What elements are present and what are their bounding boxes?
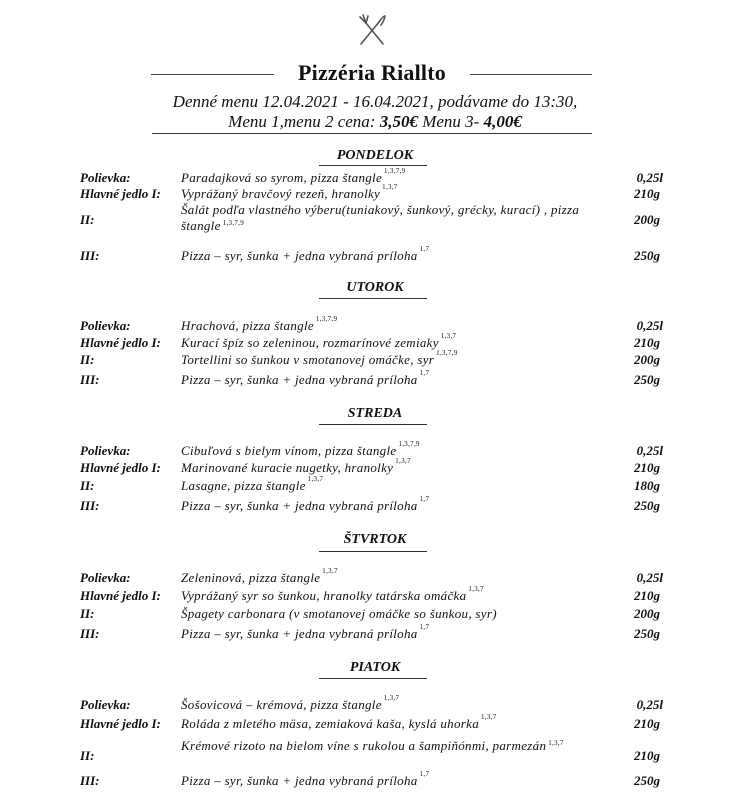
title-divider-left bbox=[151, 74, 274, 75]
item-label: III: bbox=[80, 626, 100, 641]
allergens: 1,7 bbox=[419, 369, 430, 377]
allergens: 1,3,7 bbox=[383, 694, 400, 702]
allergens: 1,3,7 bbox=[440, 332, 457, 340]
item-dish bbox=[181, 585, 484, 604]
allergens: 1,3,7 bbox=[382, 183, 398, 191]
item-amount: 0,25l bbox=[636, 443, 663, 458]
item-dish bbox=[181, 495, 430, 514]
allergens: 1,3,7 bbox=[481, 713, 497, 721]
item-amount: 250g bbox=[634, 498, 660, 513]
allergens: 1,3,7 bbox=[468, 585, 484, 593]
dish-text: Roláda z mletého mäsa, zemiaková kaša, kyslá uhorka bbox=[181, 716, 479, 731]
allergens: 1,3,7 bbox=[395, 457, 411, 465]
dish-text: Paradajková so syrom, pizza štangle bbox=[181, 170, 383, 185]
item-dish bbox=[181, 202, 581, 234]
day-heading: STREDA bbox=[347, 406, 403, 421]
item-amount: 210g bbox=[634, 186, 660, 201]
price-menu-1-2: 3,50€ bbox=[379, 112, 418, 131]
price-menu-3: 4,00€ bbox=[483, 112, 522, 131]
price-label-3: Menu 3- bbox=[417, 112, 484, 131]
item-amount: 210g bbox=[634, 460, 660, 475]
item-amount: 0,25l bbox=[636, 570, 663, 585]
allergens: 1,7 bbox=[419, 623, 430, 631]
item-dish bbox=[181, 694, 400, 713]
title-row bbox=[0, 60, 750, 90]
item-dish bbox=[181, 167, 406, 186]
menu-dates: Denné menu 12.04.2021 - 16.04.2021, podávame do 13:30, bbox=[172, 92, 578, 111]
day-underline bbox=[319, 424, 427, 425]
item-dish bbox=[181, 315, 338, 334]
dish-text: Pizza – syr, šunka + jedna vybraná príloha bbox=[181, 248, 418, 263]
item-label: Polievka: bbox=[80, 697, 131, 712]
item-label: Hlavné jedlo I: bbox=[80, 716, 161, 731]
item-amount: 0,25l bbox=[636, 697, 663, 712]
item-amount: 250g bbox=[634, 626, 660, 641]
day-heading: PIATOK bbox=[349, 660, 401, 675]
item-label: II: bbox=[80, 478, 95, 493]
item-amount: 210g bbox=[634, 748, 660, 763]
item-dish bbox=[181, 770, 430, 789]
dish-text: Lasagne, pizza štangle bbox=[181, 478, 306, 493]
title-divider-right bbox=[470, 74, 592, 75]
allergens: 1,3,7 bbox=[548, 739, 564, 747]
allergens: 1,7 bbox=[419, 495, 430, 503]
item-dish bbox=[181, 623, 430, 642]
item-dish bbox=[181, 440, 420, 459]
allergens: 1,3,7,9 bbox=[398, 440, 420, 448]
item-label: III: bbox=[80, 248, 100, 263]
item-label: II: bbox=[80, 748, 95, 763]
item-label: Hlavné jedlo I: bbox=[80, 186, 161, 201]
item-label: Hlavné jedlo I: bbox=[80, 588, 161, 603]
dish-text: Tortellini so šunkou v smotanovej omáčke, syr bbox=[181, 352, 435, 367]
item-label: II: bbox=[80, 606, 95, 621]
allergens: 1,7 bbox=[419, 770, 430, 778]
item-amount: 180g bbox=[634, 478, 660, 493]
dish-text: Šošovicová – krémová, pizza štangle bbox=[181, 697, 382, 712]
item-dish bbox=[181, 332, 457, 351]
day-heading: ŠTVRTOK bbox=[343, 532, 407, 547]
item-amount: 200g bbox=[634, 212, 660, 227]
allergens: 1,3,7,9 bbox=[384, 167, 406, 175]
dish-text: Špagety carbonara (v smotanovej omáčke so šunkou, syr) bbox=[181, 606, 497, 621]
dish-text: Pizza – syr, šunka + jedna vybraná príloha bbox=[181, 498, 418, 513]
dish-text: Šalát podľa vlastného výberu(tuniakový, šunkový, grécky, kurací) , pizza štangle bbox=[181, 202, 580, 233]
item-dish bbox=[181, 183, 398, 202]
fork-knife-icon bbox=[357, 14, 387, 46]
allergens: 1,3,7,9 bbox=[315, 315, 338, 323]
item-label: II: bbox=[80, 352, 95, 367]
item-dish bbox=[181, 713, 497, 732]
item-amount: 200g bbox=[634, 606, 660, 621]
item-amount: 0,25l bbox=[636, 170, 663, 185]
allergens: 1,7 bbox=[419, 245, 430, 253]
day-heading: PONDELOK bbox=[336, 148, 414, 163]
page-title: Pizzéria Riallto bbox=[298, 60, 446, 85]
dish-text: Krémové rizoto na bielom víne s rukolou a šampiňónmi, parmezán bbox=[181, 738, 547, 753]
item-amount: 210g bbox=[634, 335, 660, 350]
item-dish bbox=[181, 738, 581, 754]
item-amount: 200g bbox=[634, 352, 660, 367]
item-label: Polievka: bbox=[80, 443, 131, 458]
item-dish bbox=[181, 567, 338, 586]
item-amount: 250g bbox=[634, 248, 660, 263]
allergens: 1,3,7 bbox=[322, 567, 338, 575]
item-label: II: bbox=[80, 212, 95, 227]
day-underline bbox=[319, 298, 427, 299]
item-dish bbox=[181, 369, 430, 388]
allergens: 1,3,7 bbox=[307, 475, 324, 483]
dish-text: Pizza – syr, šunka + jedna vybraná príloha bbox=[181, 773, 418, 788]
dish-text: Kurací špíz so zeleninou, rozmarínové zemiaky bbox=[181, 335, 439, 350]
item-label: Hlavné jedlo I: bbox=[80, 460, 161, 475]
item-amount: 250g bbox=[634, 773, 660, 788]
item-amount: 210g bbox=[634, 588, 660, 603]
allergens: 1,3,7,9 bbox=[436, 349, 458, 357]
item-label: Polievka: bbox=[80, 318, 131, 333]
item-dish bbox=[181, 475, 324, 494]
dish-text: Vyprážaný syr so šunkou, hranolky tatárska omáčka bbox=[181, 588, 467, 603]
day-underline bbox=[319, 165, 427, 166]
item-label: Hlavné jedlo I: bbox=[80, 335, 161, 350]
dish-text: Cibuľová s bielym vínom, pizza štangle bbox=[181, 443, 397, 458]
item-label: Polievka: bbox=[80, 170, 131, 185]
item-amount: 210g bbox=[634, 716, 660, 731]
dish-text: Zeleninová, pizza štangle bbox=[181, 570, 321, 585]
item-dish bbox=[181, 457, 411, 476]
item-dish bbox=[181, 606, 499, 622]
dish-text: Vyprážaný bravčový rezeň, hranolky bbox=[181, 186, 381, 201]
dish-text: Pizza – syr, šunka + jedna vybraná príloha bbox=[181, 372, 418, 387]
dish-text: Pizza – syr, šunka + jedna vybraná príloha bbox=[181, 626, 418, 641]
day-underline bbox=[319, 678, 427, 679]
item-amount: 250g bbox=[634, 372, 660, 387]
price-label-1: Menu 1,menu 2 cena: bbox=[228, 112, 380, 131]
item-dish bbox=[181, 349, 458, 368]
menu-prices bbox=[120, 112, 630, 132]
item-dish bbox=[181, 245, 430, 264]
dish-text: Marinované kuracie nugetky, hranolky bbox=[181, 460, 394, 475]
day-underline bbox=[319, 551, 427, 552]
item-label: III: bbox=[80, 498, 100, 513]
item-label: III: bbox=[80, 773, 100, 788]
item-label: Polievka: bbox=[80, 570, 131, 585]
item-amount: 0,25l bbox=[636, 318, 663, 333]
dish-text: Hrachová, pizza štangle bbox=[181, 318, 314, 333]
header-divider bbox=[152, 133, 592, 134]
item-label: III: bbox=[80, 372, 100, 387]
allergens: 1,3,7,9 bbox=[222, 219, 245, 227]
day-heading: UTOROK bbox=[346, 280, 404, 295]
